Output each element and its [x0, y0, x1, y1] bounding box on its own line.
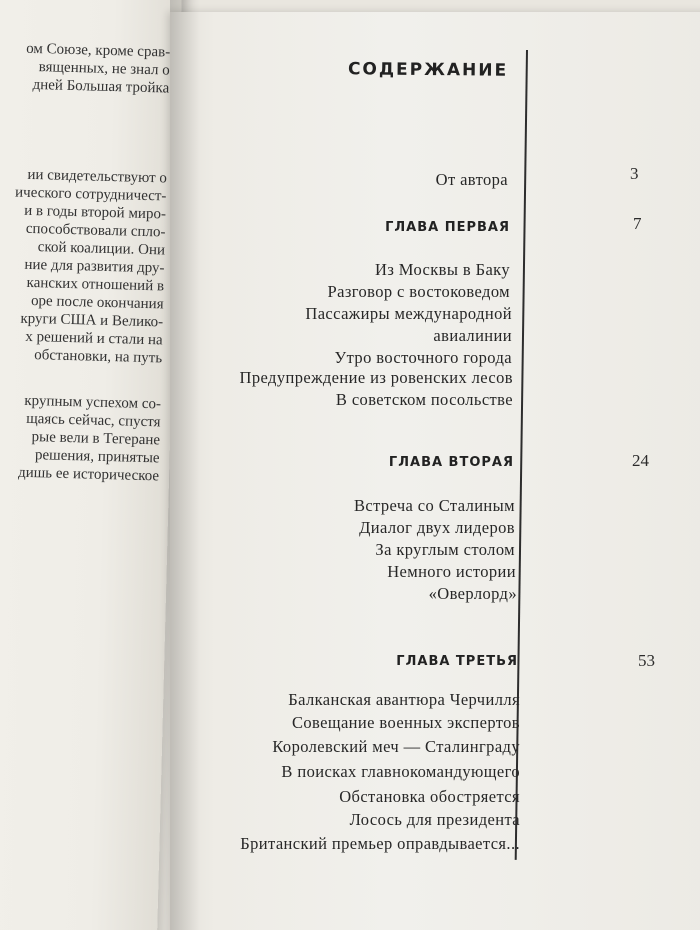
left-text-line: дней Большая тройка — [32, 76, 170, 97]
left-text-line: ом Союзе, кроме срав- — [25, 40, 171, 61]
toc-item: В советском посольстве — [335, 390, 513, 409]
toc-item: В поисках главнокомандующего — [281, 762, 520, 781]
left-text-line: круги США и Велико- — [20, 310, 164, 331]
chapter-page-number: 24 — [632, 451, 649, 470]
left-text-line: дишь ее историческое — [17, 464, 160, 485]
left-text-line: крупным успехом со- — [24, 392, 162, 413]
left-text-line: обстановки, на путь — [34, 347, 163, 367]
toc-item: Диалог двух лидеров — [359, 518, 515, 537]
toc-item: Совещание военных экспертов — [291, 713, 520, 732]
left-text-line: ской коалиции. Они — [37, 239, 166, 259]
left-text-line: и в годы второй миро- — [23, 202, 167, 223]
toc-item: Лосось для президента — [349, 810, 520, 829]
left-text-line: способствовали спло- — [25, 220, 166, 241]
toc-item: За круглым столом — [375, 540, 515, 559]
chapter-heading: ГЛАВА ВТОРАЯ — [388, 455, 514, 470]
toc-item: Обстановка обостряется — [339, 787, 520, 806]
toc-item: Королевский меч — Сталинграду — [272, 737, 520, 756]
toc-intro-page: 3 — [630, 164, 639, 183]
left-text-line: рые вели в Тегеране — [31, 429, 161, 449]
left-text-line: щаясь сейчас, спустя — [25, 410, 161, 431]
left-text-line: ического сотрудничест- — [14, 184, 167, 205]
left-page — [0, 0, 182, 930]
left-text-line: решения, принятые — [34, 447, 160, 467]
chapter-page-number: 53 — [638, 651, 655, 670]
toc-item: Британский премьер оправдывается... — [240, 834, 520, 853]
left-text-line: х решений и стали на — [25, 328, 163, 349]
chapter-heading: ГЛАВА ПЕРВАЯ — [385, 220, 510, 235]
toc-title: СОДЕРЖАНИЕ — [347, 59, 509, 81]
toc-item: Из Москвы в Баку — [375, 260, 510, 279]
left-text-line: оре после окончания — [30, 292, 164, 313]
toc-item: Утро восточного города — [334, 348, 512, 367]
left-text-line: канских отношений в — [26, 274, 165, 295]
chapter-heading: ГЛАВА ТРЕТЬЯ — [396, 654, 518, 669]
toc-item: авиалинии — [433, 326, 512, 345]
chapter-page-number: 7 — [633, 214, 642, 233]
toc-item: Предупреждение из ровенских лесов — [239, 368, 513, 387]
toc-item: Разговор с востоковедом — [327, 282, 510, 301]
toc-item: Пассажиры международной — [305, 304, 512, 323]
toc-item: «Оверлорд» — [428, 584, 517, 603]
left-text-line: ние для развития дру- — [24, 256, 165, 277]
toc-item: Балканская авантюра Черчилля — [288, 690, 520, 709]
toc-item: Немного истории — [387, 562, 516, 581]
page-fold-shadow — [170, 0, 200, 930]
toc-item: Встреча со Сталиным — [353, 496, 515, 515]
left-text-line: ии свидетельствуют о — [27, 166, 168, 187]
toc-intro-label: От автора — [435, 170, 508, 189]
left-text-line: вященных, не знал о — [38, 59, 170, 79]
